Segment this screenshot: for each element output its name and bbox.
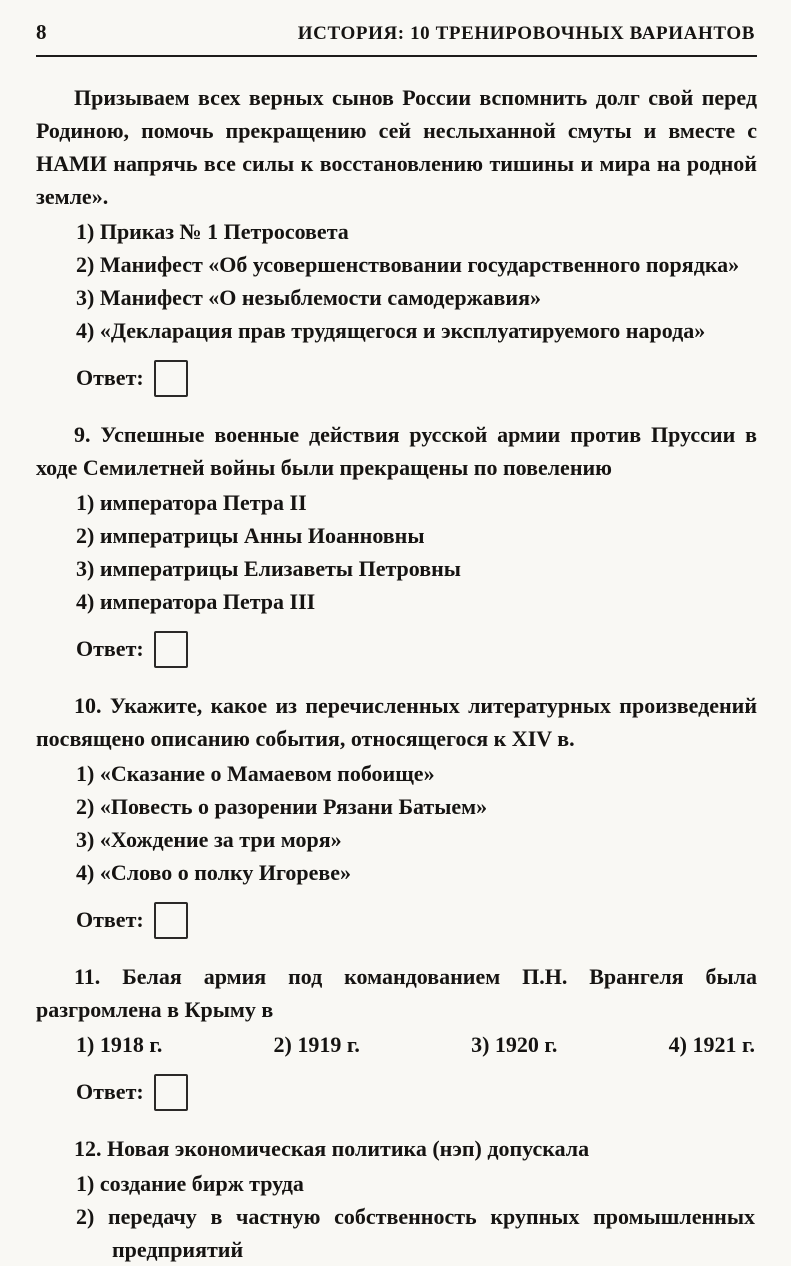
answer-row-q11 xyxy=(76,1072,757,1112)
answer-label: Ответ: xyxy=(76,1079,144,1104)
answer-label: Ответ: xyxy=(76,636,144,661)
option-item: 2) «Повесть о разорении Рязани Батыем» xyxy=(76,794,488,819)
question-8-options xyxy=(76,215,757,347)
answer-label: Ответ: xyxy=(76,365,144,390)
question-11-number: 11. xyxy=(74,964,101,989)
question-11-options xyxy=(76,1028,755,1061)
answer-label: Ответ: xyxy=(76,907,144,932)
option-item: 3) 1920 г. xyxy=(471,1032,558,1057)
running-title: ИСТОРИЯ: 10 ТРЕНИРОВОЧНЫХ ВАРИАНТОВ xyxy=(297,23,755,44)
question-12-text xyxy=(36,1132,757,1165)
header-rule xyxy=(36,55,757,57)
option-item: 3) императрицы Елизаветы Петровны xyxy=(76,556,461,581)
answer-box-q11[interactable] xyxy=(154,1074,188,1111)
question-12-options xyxy=(76,1167,757,1266)
question-12-body: Новая экономическая политика (нэп) допускала xyxy=(107,1136,590,1161)
option-item: 2) Манифест «Об усовершенствовании государственного порядка» xyxy=(76,252,740,277)
question-9-text xyxy=(36,418,757,484)
option-item: 4) императора Петра III xyxy=(76,589,316,614)
answer-row-q9 xyxy=(76,629,757,669)
option-item: 2) императрицы Анны Иоанновны xyxy=(76,523,425,548)
option-item: 2) 1919 г. xyxy=(273,1032,360,1057)
option-item: 1) Приказ № 1 Петросовета xyxy=(76,219,349,244)
question-10-text xyxy=(36,689,757,755)
answer-row-q10 xyxy=(76,900,757,940)
question-12-number: 12. xyxy=(74,1136,102,1161)
question-10-body: Укажите, какое из перечисленных литературных произведений посвящено описанию события, относящегося к XIV в. xyxy=(36,693,757,751)
question-9-body: Успешные военные действия русской армии против Пруссии в ходе Семилетней войны были прекращены по повелению xyxy=(36,422,758,480)
question-10-options xyxy=(76,757,757,889)
question-9-options xyxy=(76,486,757,618)
question-9-number: 9. xyxy=(74,422,91,447)
answer-box-q8[interactable] xyxy=(154,360,188,397)
page-number: 8 xyxy=(36,20,47,44)
answer-box-q9[interactable] xyxy=(154,631,188,668)
page-header xyxy=(36,16,757,53)
option-item: 1) 1918 г. xyxy=(76,1032,163,1057)
page-body xyxy=(36,81,757,1266)
question-10-number: 10. xyxy=(74,693,102,718)
option-item: 2) передачу в частную собственность крупных промышленных предприятий xyxy=(76,1204,755,1262)
option-item: 4) «Слово о полку Игореве» xyxy=(76,860,352,885)
answer-row-q8 xyxy=(76,358,757,398)
option-item: 3) Манифест «О незыблемости самодержавия» xyxy=(76,285,541,310)
answer-box-q10[interactable] xyxy=(154,902,188,939)
option-item: 3) «Хождение за три моря» xyxy=(76,827,342,852)
option-item: 1) императора Петра II xyxy=(76,490,307,515)
option-item: 4) «Декларация прав трудящегося и эксплуатируемого народа» xyxy=(76,318,706,343)
question-8-quote-continuation: Призываем всех верных сынов России вспомнить долг свой перед Родиною, помочь прекращению сей неслыханной смуты и вместе с НАМИ напрячь все силы к восстановлению тишины и мира на родной земле». xyxy=(36,85,757,209)
question-11-text xyxy=(36,960,757,1026)
option-item: 1) «Сказание о Мамаевом побоище» xyxy=(76,761,435,786)
option-item: 1) создание бирж труда xyxy=(76,1171,304,1196)
option-item: 4) 1921 г. xyxy=(668,1032,755,1057)
question-11-body: Белая армия под командованием П.Н. Врангеля была разгромлена в Крыму в xyxy=(36,964,757,1022)
